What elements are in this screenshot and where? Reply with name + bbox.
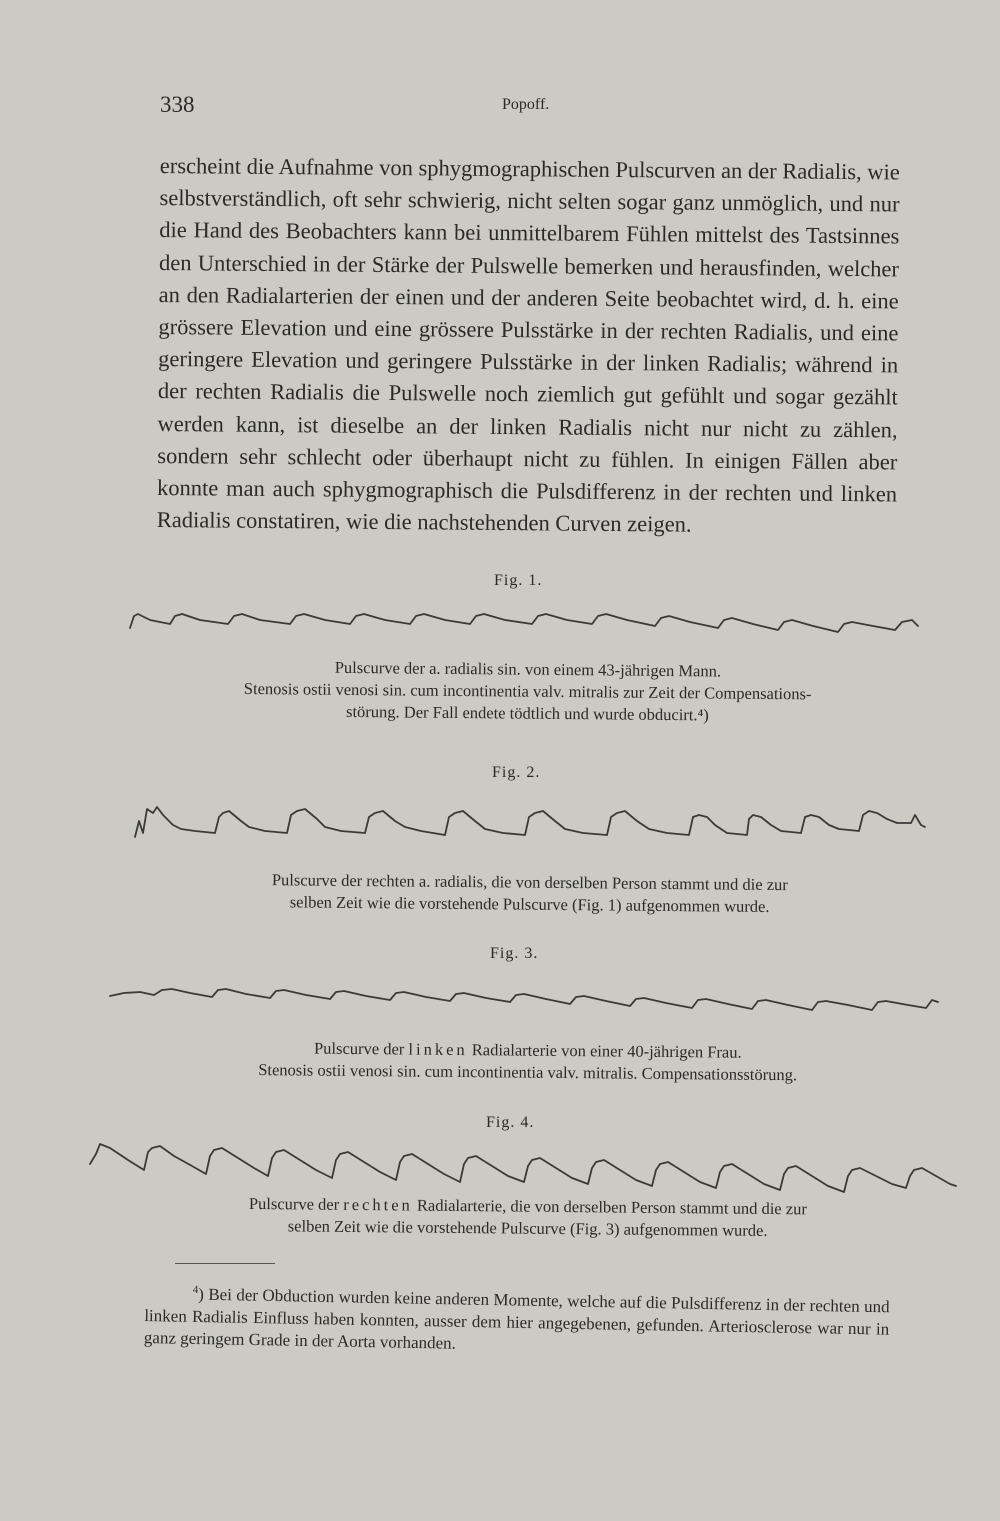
body-paragraph <box>157 150 900 543</box>
figure-3-caption-line: Stenosis ostii venosi sin. cum incontinentia valv. mitralis. Compensationsstörung. <box>258 1060 798 1085</box>
figure-2-label: Fig. 2. <box>492 764 541 781</box>
footnote-marker: 4 <box>192 1283 199 1296</box>
figure-1-caption <box>147 655 908 728</box>
figure-3-caption-line: Pulscurve der linken Radialarterie von einer 40-jährigen Frau. <box>313 1038 742 1062</box>
figure-3-curve-trace <box>110 989 938 1010</box>
footnote <box>144 1278 890 1362</box>
figure-1-caption-line: Stenosis ostii venosi sin. cum incontinentia valv. mitralis zur Zeit der Compensations- <box>243 678 812 704</box>
footnote-text <box>144 1278 890 1362</box>
figure-1-label: Fig. 1. <box>494 572 543 589</box>
footnote-separator <box>175 1263 275 1264</box>
figure-2-curve-trace <box>135 807 925 837</box>
footnote-body: ) Bei der Obduction wurden keine anderen Momente, welche auf die Pulsdifferenz in der rechten und linken Radialis Einfluss haben konnten, ausser dem hier angegebenen, gefunden. Arteriosclerose war nur in ganz geringem Grade in der Aorta vorhanden. <box>143 1284 890 1353</box>
figure-4-label: Fig. 4. <box>486 1114 535 1131</box>
figure-4-curve-trace <box>90 1144 956 1192</box>
figure-3-caption <box>148 1036 908 1087</box>
figure-1-pulse-curve <box>120 600 930 645</box>
figure-2-caption-line: selben Zeit wie die vorstehende Pulscurve (Fig. 1) aufgenommen wurde. <box>289 892 770 916</box>
figure-1-caption-line: Pulscurve der a. radialis sin. von einem 43-jährigen Mann. <box>334 657 722 681</box>
figure-2-pulse-curve <box>125 795 945 855</box>
page-number: 338 <box>160 92 195 117</box>
figure-2-caption <box>150 868 910 919</box>
figure-4-caption-line: Pulscurve der rechten Radialarterie, die von derselben Person stammt und die zur <box>248 1193 807 1219</box>
page-header <box>160 92 900 122</box>
figure-3-label: Fig. 3. <box>490 945 539 962</box>
figure-3-pulse-curve <box>100 978 950 1023</box>
figure-4-pulse-curve <box>80 1130 970 1200</box>
body-text: erscheint die Aufnahme von sphygmographischen Pulscurven an der Radialis, wie selbstverständlich, oft sehr schwierig, nicht selten sogar ganz unmöglich, und nur die Hand des Beobachters kann bei unmittelbarem Fühlen mittelst des Tastsinnes den Unterschied in der Stärke der Pulswelle bemerken und herausfinden, welcher an den Radialarterien der einen und der anderen Seite beobachtet wird, d. h. eine grössere Elevation und eine grössere Pulsstärke in der rechten Radialis, und eine geringere Elevation und geringere Pulsstärke in der linken Radialis; während in der rechten Radialis die Pulswelle noch ziemlich gut gefühlt und sogar gezählt werden kann, ist dieselbe an der linken Radialis nicht nur nicht zu zählen, sondern sehr schlecht oder überhaupt nicht zu fühlen. In einigen Fällen aber konnte man auch sphygmographisch die Pulsdifferenz in der rechten und linken Radialis constatiren, wie die nachstehenden Curven zeigen. <box>156 152 900 537</box>
figure-2-caption-line: Pulscurve der rechten a. radialis, die von derselben Person stammt und die zur <box>271 870 788 895</box>
figure-1-curve-trace <box>130 614 918 632</box>
figure-4-caption-line: selben Zeit wie die vorstehende Pulscurve (Fig. 3) aufgenommen wurde. <box>287 1216 768 1240</box>
figure-4-caption <box>148 1192 908 1243</box>
figure-1-caption-line: störung. Der Fall endete tödtlich und wurde obducirt.⁴) <box>346 701 709 725</box>
running-head: Popoff. <box>502 96 550 113</box>
